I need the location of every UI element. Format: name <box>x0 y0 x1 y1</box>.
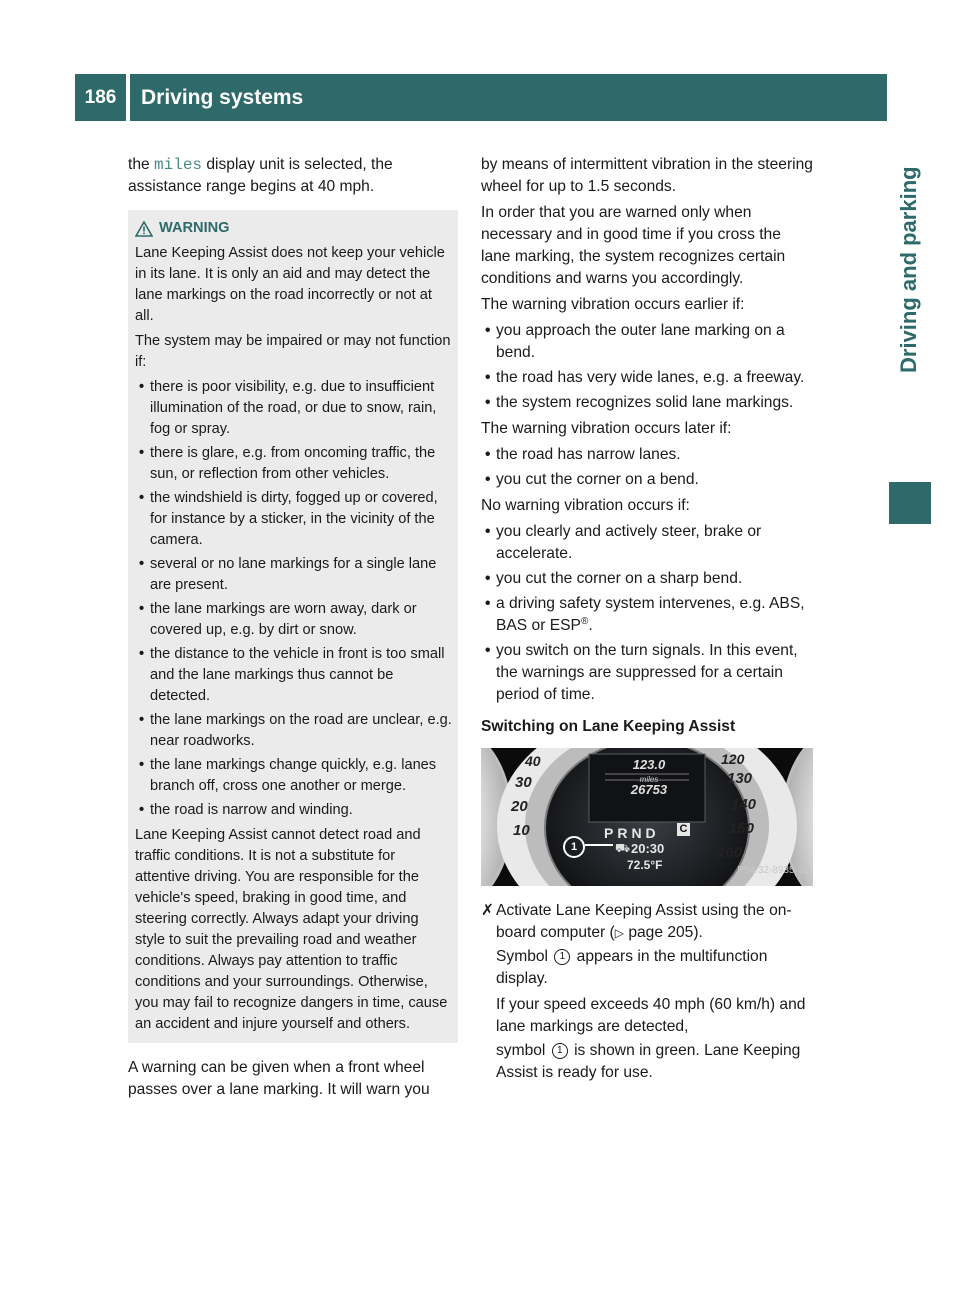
symbol-1-icon: 1 <box>554 949 570 965</box>
lane-assist-icon: ⛟ <box>615 841 631 855</box>
right-column <box>481 154 813 1086</box>
right-para-1: by means of intermittent vibration in the steering wheel for up to 1.5 seconds. <box>481 156 813 195</box>
action-step: ✗ Activate Lane Keeping Assist using the on-board computer (▷ page 205). <box>481 902 792 941</box>
left-column <box>128 154 458 1105</box>
odometer-readout: 26753 <box>630 782 668 797</box>
earlier-heading: The warning vibration occurs earlier if: <box>481 296 745 313</box>
temp-readout: 72.5°F <box>627 858 663 872</box>
callout-line <box>585 844 613 846</box>
list-item: • the system recognizes solid lane markings. <box>485 394 794 411</box>
action-result-3: symbol 1 is shown in green. Lane Keeping Assist is ready for use. <box>496 1042 801 1081</box>
closing-paragraph: A warning can be given when a front wheel passes over a lane marking. It will warn you <box>128 1059 430 1098</box>
speed-label: 120 <box>721 751 745 767</box>
warning-bullet-list <box>135 377 452 821</box>
earlier-bullet-list <box>481 320 813 414</box>
speed-label: 30 <box>515 774 532 791</box>
none-heading: No warning vibration occurs if: <box>481 497 690 514</box>
page-ref-triangle-icon: ▷ <box>614 926 624 940</box>
display-unit-miles: miles <box>154 156 203 174</box>
warning-heading: WARNING <box>135 218 452 239</box>
trip-readout: 123.0 <box>632 757 666 772</box>
list-item: • you switch on the turn signals. In this event, the warnings are suppressed for a certain period of time. <box>485 642 798 703</box>
list-item: • the lane markings on the road are unclear, e.g. near roadworks. <box>139 712 452 749</box>
list-item: • the lane markings change quickly, e.g. lanes branch off, cross one another or merge. <box>139 757 437 794</box>
warning-box <box>128 210 458 1043</box>
speed-label: 40 <box>525 753 541 769</box>
side-tab-label: Driving and parking <box>896 166 921 374</box>
action-x-icon: ✗ <box>481 902 495 919</box>
list-item: • the road has very wide lanes, e.g. a freeway. <box>485 369 805 386</box>
action-result-1: Symbol 1 appears in the multifunction display. <box>496 948 768 987</box>
warning-triangle-icon <box>135 221 153 237</box>
unit-readout: miles <box>639 775 659 784</box>
list-item: • you approach the outer lane marking on a bend. <box>485 322 785 361</box>
right-para-2: In order that you are warned only when necessary and in good time if you cross the lane marking, the system recognizes certain conditions and warns you accordingly. <box>481 204 786 287</box>
list-item: • several or no lane markings for a single lane are present. <box>139 556 437 593</box>
none-bullet-list <box>481 521 813 706</box>
list-item: • you cut the corner on a sharp bend. <box>485 570 743 587</box>
list-item: • you cut the corner on a bend. <box>485 471 699 488</box>
symbol-1-icon: 1 <box>552 1043 568 1059</box>
speed-label: 10 <box>513 822 530 839</box>
section-title: Switching on Lane Keeping Assist <box>481 718 736 735</box>
list-item: • there is poor visibility, e.g. due to insufficient illumination of the road, or due to snow, rain, fog or spray. <box>139 379 437 437</box>
side-tab-block <box>889 482 931 524</box>
warning-para-1: Lane Keeping Assist does not keep your vehicle in its lane. It is only an aid and may detect the lane markings on the road incorrectly or not at all. <box>135 245 445 324</box>
intro-paragraph: the miles display unit is selected, the assistance range begins at 40 mph. <box>128 156 393 195</box>
callout-marker: 1 <box>563 836 585 858</box>
warning-para-2: The system may be impaired or may not function if: <box>135 333 451 370</box>
list-item: • the lane markings are worn away, dark or covered up, e.g. by dirt or snow. <box>139 601 417 638</box>
gear-indicator: PRND <box>604 825 660 841</box>
header-divider <box>126 74 130 121</box>
action-result-2: If your speed exceeds 40 mph (60 km/h) and lane markings are detected, <box>496 996 806 1035</box>
list-item: • the distance to the vehicle in front is too small and the lane markings thus cannot be detected. <box>139 646 445 704</box>
instrument-cluster-image <box>481 748 813 886</box>
image-code: P54.32-8935-31 <box>737 865 809 876</box>
list-item: • there is glare, e.g. from oncoming traffic, the sun, or reflection from other vehicles. <box>139 445 436 482</box>
page-title: Driving systems <box>141 85 304 109</box>
list-item: • the road has narrow lanes. <box>485 446 681 463</box>
page-number: 186 <box>84 86 117 108</box>
c-badge: C <box>677 823 690 836</box>
speed-label: 20 <box>511 798 528 815</box>
list-item: • a driving safety system intervenes, e.g. ABS, BAS or ESP®. <box>485 595 805 634</box>
speed-label: 150 <box>729 820 755 837</box>
speed-label: 130 <box>727 770 753 787</box>
list-item: • the road is narrow and winding. <box>139 802 353 818</box>
later-bullet-list <box>481 444 813 491</box>
speed-label: 140 <box>731 796 757 813</box>
warning-para-3: Lane Keeping Assist cannot detect road and traffic conditions. It is not a substitute for attentive driving. You are responsible for the vehicle's speed, braking in good time, and steering correctly. Always adapt your driving style to suit the prevailing road and weather conditions. Always pay attention to traffic conditions and your surroundings. Otherwise, you may fail to recognize dangers in time, cause an accident and injure yourself and others. <box>135 827 448 1032</box>
list-item: • you clearly and actively steer, brake or accelerate. <box>485 523 762 562</box>
list-item: • the windshield is dirty, fogged up or covered, for instance by a sticker, in the vicinity of the camera. <box>139 490 438 548</box>
speed-label: 160 <box>717 844 743 861</box>
time-readout: 20:30 <box>631 841 665 856</box>
later-heading: The warning vibration occurs later if: <box>481 420 732 437</box>
